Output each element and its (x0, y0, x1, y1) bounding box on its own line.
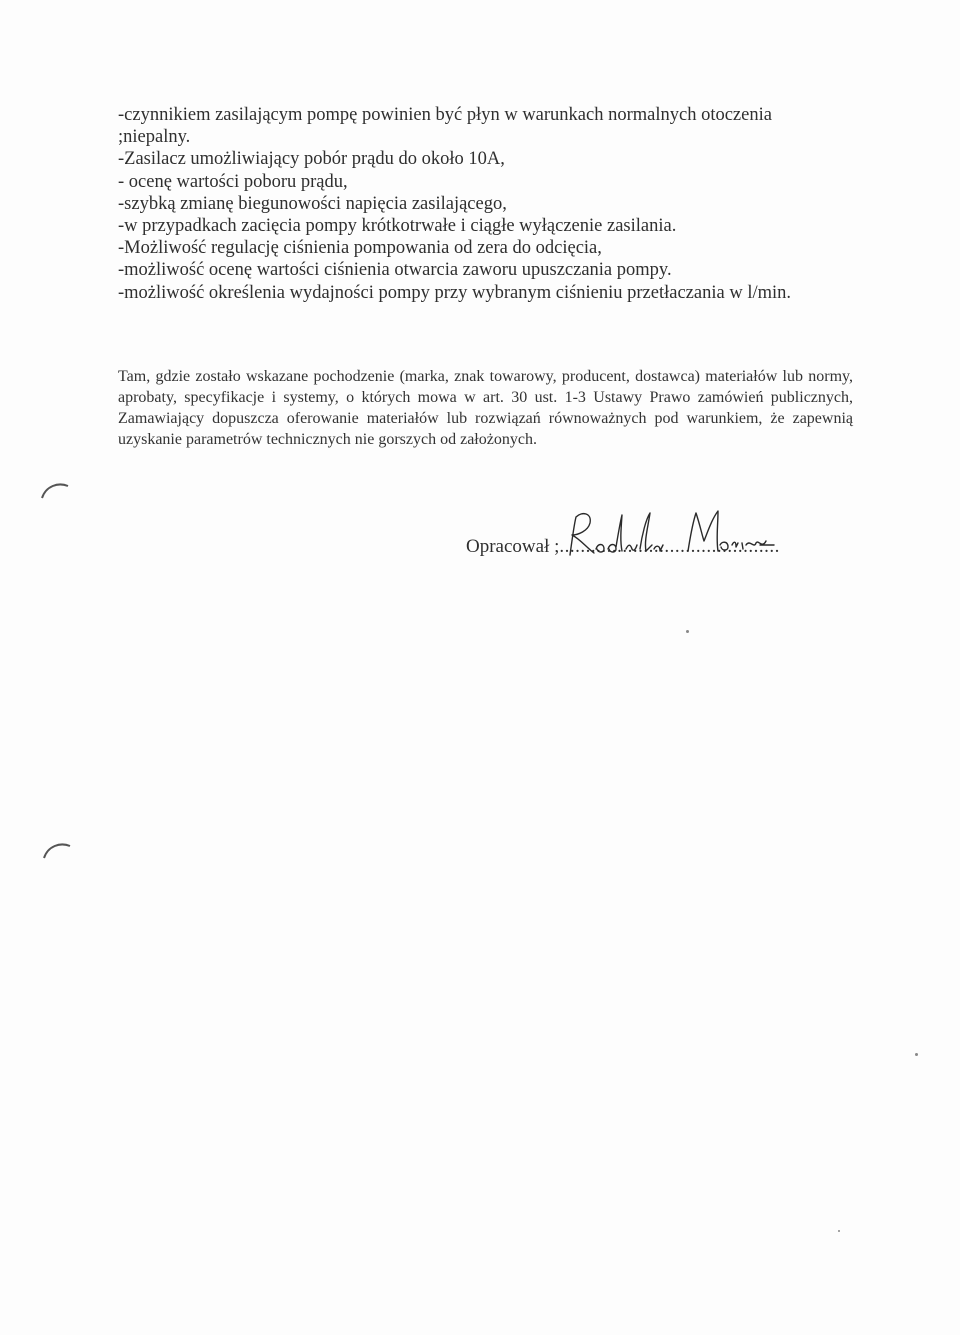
spec-line: -możliwość ocenę wartości ciśnienia otwarcia zaworu upuszczania pompy. (118, 260, 672, 281)
spec-line: -szybką zmianę biegunowości napięcia zasilającego, (118, 193, 507, 214)
punch-hole-mark (42, 838, 82, 878)
scan-speck (838, 1230, 840, 1232)
handwritten-signature (560, 505, 775, 565)
spec-line: -Możliwość regulację ciśnienia pompowania od zera do odcięcia, (118, 238, 602, 259)
signature-dots: .......................................... (559, 536, 780, 557)
punch-hole-mark (40, 478, 80, 518)
equivalence-clause: Tam, gdzie zostało wskazane pochodzenie (marka, znak towarowy, producent, dostawca) materiałów lub normy, aprobaty, specyfikacje i systemy, o których mowa w art. 30 ust. 1-3 Ustawy Prawo zamówień publicznych, Zamawiający dopuszcza oferowanie materiałów lub rozwiązań równoważnych pod warunkiem, że zapewnią uzyskanie parametrów technicznych nie gorszych od założonych. (118, 368, 853, 448)
spec-line: -Zasilacz umożliwiający pobór prądu do około 10A, (118, 149, 505, 170)
scan-speck (915, 1053, 918, 1056)
signature-label: Opracował ; (466, 536, 560, 557)
spec-line: -czynnikiem zasilającym pompę powinien być płyn w warunkach normalnych otoczenia (118, 105, 772, 125)
spec-line: - ocenę wartości poboru prądu, (118, 171, 348, 192)
scan-speck (686, 630, 689, 633)
spec-line: -możliwość określenia wydajności pompy przy wybranym ciśnieniu przetłaczania w l/min. (118, 282, 792, 303)
specification-list (118, 104, 858, 304)
spec-line: -w przypadkach zacięcia pompy krótkotrwałe i ciągłe wyłączenie zasilania. (118, 216, 677, 237)
spec-line: ;niepalny. (118, 127, 191, 148)
